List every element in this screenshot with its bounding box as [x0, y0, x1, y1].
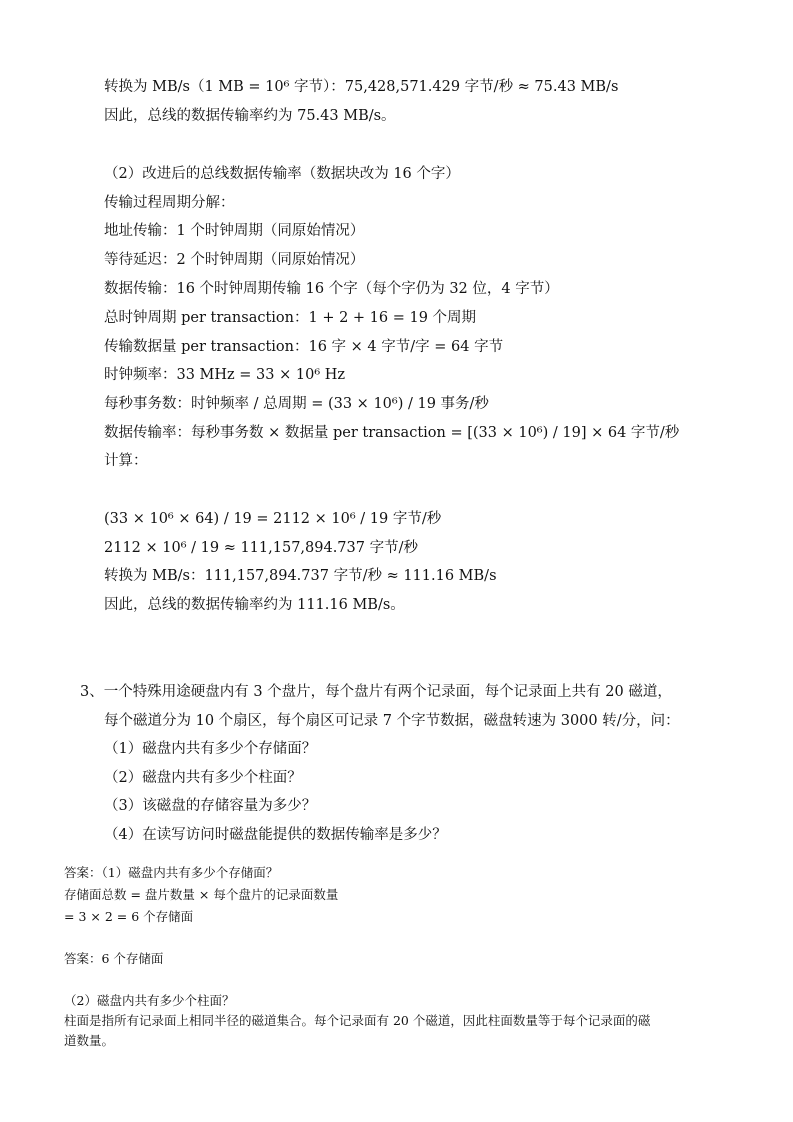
text-line: 因此，总线的数据传输率约为 111.16 MB/s。: [104, 597, 405, 613]
text-line: 转换为 MB/s：111,157,894.737 字节/秒 ≈ 111.16 MB/s: [104, 568, 497, 584]
question-sub-item: （4）在读写访问时磁盘能提供的数据传输率是多少？: [104, 827, 447, 843]
answer-result: 答案：6 个存储面: [64, 951, 164, 966]
formula-line: (33 × 10⁶ × 64) / 19 = 2112 × 10⁶ / 19 字节/秒: [104, 511, 442, 527]
text-line: 传输过程周期分解：: [104, 195, 235, 211]
answer-line: 存储面总数 = 盘片数量 × 每个盘片的记录面数量: [64, 887, 339, 902]
question-sub-item: （3）该磁盘的存储容量为多少？: [104, 798, 317, 814]
text-line: 地址传输：1 个时钟周期（同原始情况）: [104, 223, 365, 239]
answer-line: 柱面是指所有记录面上相同半径的磁道集合。每个记录面有 20 个磁道，因此柱面数量等于每个记录面的磁: [64, 1013, 651, 1028]
question-sub-item: （2）磁盘内共有多少个柱面？: [104, 770, 302, 786]
formula-line: 2112 × 10⁶ / 19 ≈ 111,157,894.737 字节/秒: [104, 540, 418, 556]
question-3-line-1: 3、一个特殊用途硬盘内有 3 个盘片，每个盘片有两个记录面，每个记录面上共有 20 磁道，: [80, 684, 672, 700]
text-line: 因此，总线的数据传输率约为 75.43 MB/s。: [104, 108, 396, 124]
answer-subheading: （2）磁盘内共有多少个柱面？: [64, 993, 235, 1008]
text-line: 数据传输率：每秒事务数 × 数据量 per transaction = [(33 × 10⁶) / 19] × 64 字节/秒: [104, 425, 680, 441]
question-sub-item: （1）磁盘内共有多少个存储面？: [104, 741, 317, 757]
answer-line: 道数量。: [64, 1033, 115, 1048]
text-line: 数据传输：16 个时钟周期传输 16 个字（每个字仍为 32 位，4 字节）: [104, 281, 559, 297]
text-line: 计算：: [104, 453, 148, 469]
question-3-line-2: 每个磁道分为 10 个扇区，每个扇区可记录 7 个字节数据，磁盘转速为 3000 转/分，问：: [104, 713, 680, 729]
text-line: 总时钟周期 per transaction：1 + 2 + 16 = 19 个周期: [104, 310, 477, 326]
text-line: 传输数据量 per transaction：16 字 × 4 字节/字 = 64 字节: [104, 339, 504, 355]
text-line: 等待延迟：2 个时钟周期（同原始情况）: [104, 252, 365, 268]
text-line: 时钟频率：33 MHz = 33 × 10⁶ Hz: [104, 367, 346, 383]
text-line: 转换为 MB/s（1 MB = 10⁶ 字节）：75,428,571.429 字节/秒 ≈ 75.43 MB/s: [104, 79, 619, 95]
text-line: 每秒事务数：时钟频率 / 总周期 = (33 × 10⁶) / 19 事务/秒: [104, 396, 489, 412]
subsection-heading: （2）改进后的总线数据传输率（数据块改为 16 个字）: [104, 166, 460, 182]
answer-line: = 3 × 2 = 6 个存储面: [64, 909, 194, 924]
answer-heading: 答案：（1）磁盘内共有多少个存储面？: [64, 865, 279, 880]
